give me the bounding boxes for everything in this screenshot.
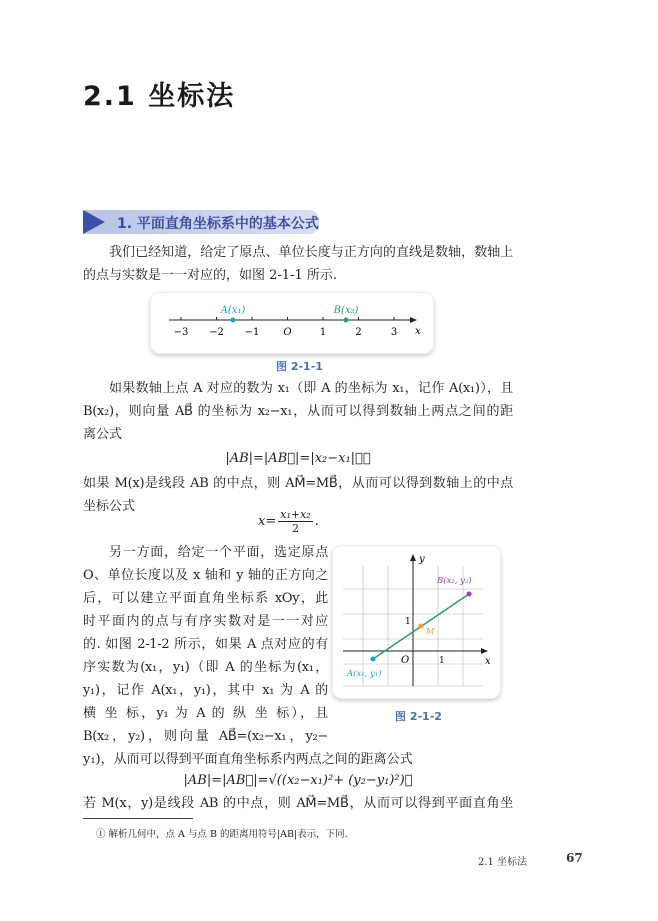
formula-end: . — [314, 514, 319, 529]
distance-formula-2d: |AB|=|AB⃗|=√((x₂−x₁)²+ (y₂−y₁)²)； — [183, 773, 413, 788]
x-axis-label: x — [485, 656, 491, 667]
point-a-label: A(x₁, y₁) — [347, 669, 382, 679]
axis-label: x — [415, 326, 421, 337]
paragraph-line: 另一方面，给定一个平面，选定原点 — [109, 545, 328, 560]
point-m-label: M — [426, 627, 435, 637]
axis-arrow — [410, 317, 417, 323]
y-tick-label: 1 — [405, 617, 411, 627]
figure-caption: 图 2-1-2 — [395, 710, 442, 723]
footnote-divider — [83, 818, 193, 819]
paragraph-line: 后，可以建立平面直角坐标系 xOy，此 — [83, 591, 328, 606]
point-b — [467, 592, 472, 597]
formula-numerator: x₁+x₂ — [280, 508, 311, 521]
x-axis-arrow — [481, 648, 488, 654]
point-a — [371, 657, 376, 662]
paragraph-line: y₁)，记作 A(x₁，y₁)，其中 x₁ 为 A 的 — [83, 683, 328, 698]
paragraph-line: 坐标公式 — [83, 499, 136, 514]
paragraph-line: 时平面内的点与有序实数对是一一对应 — [83, 614, 328, 629]
point-b — [344, 318, 349, 323]
paragraph-line: 序实数为(x₁，y₁)（即 A 的坐标为(x₁， — [83, 660, 328, 675]
tick-label: −2 — [209, 327, 224, 338]
distance-formula-1d: |AB|=|AB⃗|=|x₂−x₁|；① — [225, 451, 371, 466]
paragraph-line: y₁)，从而可以得到平面直角坐标系内两点之间的距离公式 — [83, 752, 413, 767]
y-axis-arrow — [410, 554, 416, 561]
section-heading: 1. 平面直角坐标系中的基本公式 — [117, 216, 319, 232]
paragraph-line: 离公式 — [83, 427, 123, 442]
footnote: ① 解析几何中，点 A 与点 B 的距离用符号|AB|表示，下同. — [96, 829, 348, 840]
formula-denominator: 2 — [291, 522, 299, 535]
page-title: 2.1 坐标法 — [83, 81, 236, 112]
paragraph-line: 若 M(x，y)是线段 AB 的中点，则 AM⃗=MB⃗，从而可以得到平面直角坐 — [83, 796, 513, 811]
paragraph-line: O、单位长度以及 x 轴和 y 轴的正方向之 — [83, 568, 328, 583]
paragraph-line: 如果 M(x)是线段 AB 的中点，则 AM⃗=MB⃗，从而可以得到数轴上的中点 — [83, 476, 513, 491]
point-m — [419, 624, 424, 629]
paragraph-line: 横 坐 标，y₁ 为 A 的 纵 坐 标），且 — [83, 706, 328, 721]
paragraph-line: 的. 如图 2-1-2 所示，如果 A 点对应的有 — [83, 637, 328, 652]
point-a — [231, 318, 236, 323]
tick-label: 3 — [390, 327, 398, 338]
paragraph-line: B(x₂)，则向量 AB⃗ 的坐标为 x₂−x₁，从而可以得到数轴上两点之间的距 — [83, 404, 513, 419]
coordinate-plane-svg — [333, 546, 500, 698]
paragraph-line: 的点与实数是一一对应的，如图 2-1-1 所示. — [83, 268, 337, 283]
midpoint-formula-1d — [258, 508, 319, 535]
tick-label: −3 — [173, 327, 189, 338]
triangle-icon — [83, 210, 105, 234]
page-number: 67 — [566, 851, 583, 865]
tick-label: 2 — [355, 327, 362, 338]
tick-label: −1 — [244, 327, 260, 338]
tick-label: O — [283, 327, 292, 338]
tick-label: 1 — [319, 327, 327, 338]
x-tick-label: 1 — [439, 656, 445, 666]
section-banner — [83, 210, 319, 234]
point-a-label: A(x₁) — [220, 305, 246, 316]
paragraph-line: 如果数轴上点 A 对应的数为 x₁（即 A 的坐标为 x₁，记作 A(x₁)），且 — [109, 381, 513, 396]
paragraph-line: B(x₂，y₂)，则向量 AB⃗=(x₂−x₁，y₂− — [83, 729, 328, 744]
formula-lhs: x= — [258, 514, 277, 529]
point-b-label: B(x₂, y₂) — [437, 576, 472, 586]
paragraph-line: 我们已经知道，给定了原点、单位长度与正方向的直线是数轴，数轴上 — [109, 245, 513, 260]
y-axis-label: y — [419, 554, 425, 565]
figure-coordinate-plane — [332, 545, 501, 699]
footer-section: 2.1 坐标法 — [478, 857, 528, 868]
point-b-label: B(x₂) — [333, 305, 359, 316]
figure-caption: 图 2-1-1 — [276, 360, 323, 373]
origin-label: O — [401, 655, 410, 666]
figure-number-line — [150, 292, 434, 354]
number-line-svg — [151, 293, 433, 353]
